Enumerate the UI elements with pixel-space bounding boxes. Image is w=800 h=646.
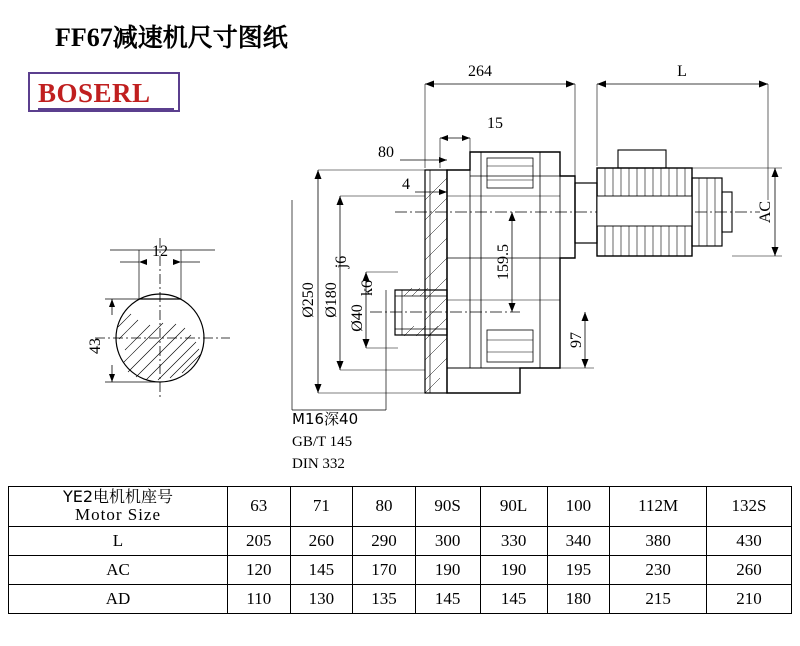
table-row <box>9 584 792 613</box>
note-thread: M16深40 <box>292 410 359 428</box>
motor-size-table <box>8 486 792 614</box>
brand-logo-text: BOSERL <box>38 78 151 108</box>
dim-AC: AC <box>757 200 774 224</box>
table-header-cell: 112M <box>610 487 707 527</box>
table-label-en: Motor Size <box>74 504 162 524</box>
dim-diameter-40: Ø40 <box>349 304 366 332</box>
page-title-cn: 减速机尺寸图纸 <box>112 23 288 52</box>
table-header-cell: 71 <box>290 487 353 527</box>
dim-diameter-180-tol: j6 <box>333 255 350 269</box>
table-cell: 145 <box>290 555 353 584</box>
table-header-cell: 90L <box>480 487 547 527</box>
table-label-cn: YE2电机机座号 <box>62 487 174 506</box>
table-cell: 260 <box>290 526 353 555</box>
dim-diameter-40-tol: k6 <box>359 280 376 296</box>
table-cell: 205 <box>228 526 291 555</box>
dim-80: 80 <box>378 144 394 161</box>
dim-12: 12 <box>152 243 168 260</box>
dim-diameter-180: Ø180 <box>323 282 340 318</box>
table-cell: 300 <box>415 526 480 555</box>
table-cell: 145 <box>480 584 547 613</box>
table-cell: 145 <box>415 584 480 613</box>
table-cell: 170 <box>353 555 416 584</box>
dim-264: 264 <box>468 63 492 80</box>
table-row <box>9 526 792 555</box>
table-row-label: AD <box>9 584 228 613</box>
note-standard-din: DIN 332 <box>292 456 345 472</box>
table-row-label: L <box>9 526 228 555</box>
table-cell: 180 <box>547 584 610 613</box>
table-cell: 195 <box>547 555 610 584</box>
dim-15: 15 <box>487 115 503 132</box>
table-header-cell: 80 <box>353 487 416 527</box>
table-cell: 290 <box>353 526 416 555</box>
table-rowhead-motor-size <box>9 487 228 527</box>
table-header-cell: 100 <box>547 487 610 527</box>
table-cell: 120 <box>228 555 291 584</box>
table-header-cell: 63 <box>228 487 291 527</box>
table-cell: 380 <box>610 526 707 555</box>
dim-4: 4 <box>402 176 410 193</box>
table-cell: 260 <box>707 555 792 584</box>
table-cell: 215 <box>610 584 707 613</box>
table-cell: 110 <box>228 584 291 613</box>
table-cell: 190 <box>480 555 547 584</box>
table-cell: 430 <box>707 526 792 555</box>
dim-97: 97 <box>568 332 585 348</box>
table-row-header <box>9 487 792 527</box>
dim-159-5: 159.5 <box>495 244 512 280</box>
table-row <box>9 555 792 584</box>
dim-43: 43 <box>87 338 104 354</box>
table-cell: 190 <box>415 555 480 584</box>
dim-diameter-250: Ø250 <box>300 282 317 318</box>
dim-L: L <box>677 63 687 80</box>
note-standard-gbt: GB/T 145 <box>292 434 353 450</box>
page-title-prefix: FF67 <box>55 23 113 52</box>
table-row-label: AC <box>9 555 228 584</box>
table-header-cell: 132S <box>707 487 792 527</box>
table-cell: 330 <box>480 526 547 555</box>
table-cell: 130 <box>290 584 353 613</box>
table-cell: 230 <box>610 555 707 584</box>
table-cell: 135 <box>353 584 416 613</box>
table-cell: 340 <box>547 526 610 555</box>
table-header-cell: 90S <box>415 487 480 527</box>
table-cell: 210 <box>707 584 792 613</box>
